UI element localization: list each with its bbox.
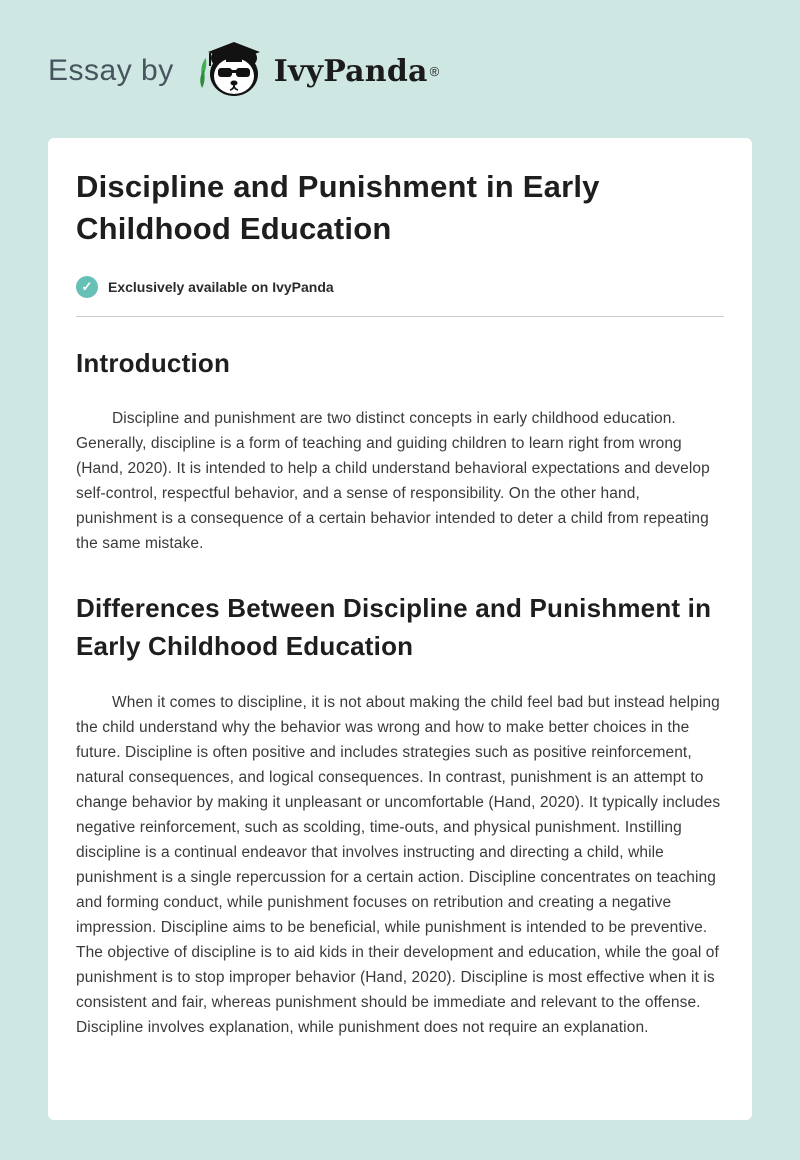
- page-title: Discipline and Punishment in Early Childhood Education: [76, 169, 600, 246]
- badge-label: Exclusively available on IvyPanda: [108, 278, 334, 295]
- brand-prefix-text: Essay by: [48, 54, 174, 87]
- introduction-paragraph: Discipline and punishment are two distinct concepts in early childhood education. Generally, discipline is a form of teaching and guiding children to learn right from wrong (Hand, 2020). It is intended to help a child understand behavioral expectations and develop self-control, respectful behavior, and a sense of responsibility. On the other hand, punishment is a consequence of a certain behavior intended to deter a child from repeating the same mistake.: [76, 410, 710, 553]
- brand-name-text: IvyPanda: [273, 53, 428, 89]
- article-card: [48, 138, 752, 1120]
- check-icon: ✓: [76, 276, 98, 298]
- differences-paragraph: When it comes to discipline, it is not about making the child feel bad but instead helping the child understand why the behavior was wrong and how to make better choices in the future. Discipline is often positive and includes strategies such as positive reinforcement, natural consequences, and logical consequences. In contrast, punishment is an attempt to change behavior by making it unpleasant or uncomfortable (Hand, 2020). It typically includes negative reinforcement, such as scolding, time-outs, and physical punishment. Instilling discipline is a continual endeavor that involves instructing and directing a child, while punishment is a single repercussion for a certain action. Discipline concentrates on teaching and forming conduct, while punishment focuses on retribution and creating a negative impression. Discipline aims to be beneficial, while punishment is intended to be preventive. The objective of discipline is to aid kids in their development and education, while the goal of punishment is to stop improper behavior (Hand, 2020). Discipline is most effective when it is consistent and fair, whereas punishment should be immediate and relevant to the offense. Discipline involves explanation, while punishment does not require an explanation.: [76, 693, 721, 1036]
- section-heading-differences: Differences Between Discipline and Punishment in Early Childhood Education: [76, 593, 712, 662]
- registered-mark: ®: [429, 63, 440, 79]
- site-header: [0, 0, 800, 100]
- section-heading-introduction: Introduction: [76, 347, 231, 378]
- brand-logo: [192, 40, 440, 102]
- divider: [76, 316, 724, 317]
- panda-logo-icon: [192, 40, 264, 102]
- exclusive-badge: [76, 276, 724, 298]
